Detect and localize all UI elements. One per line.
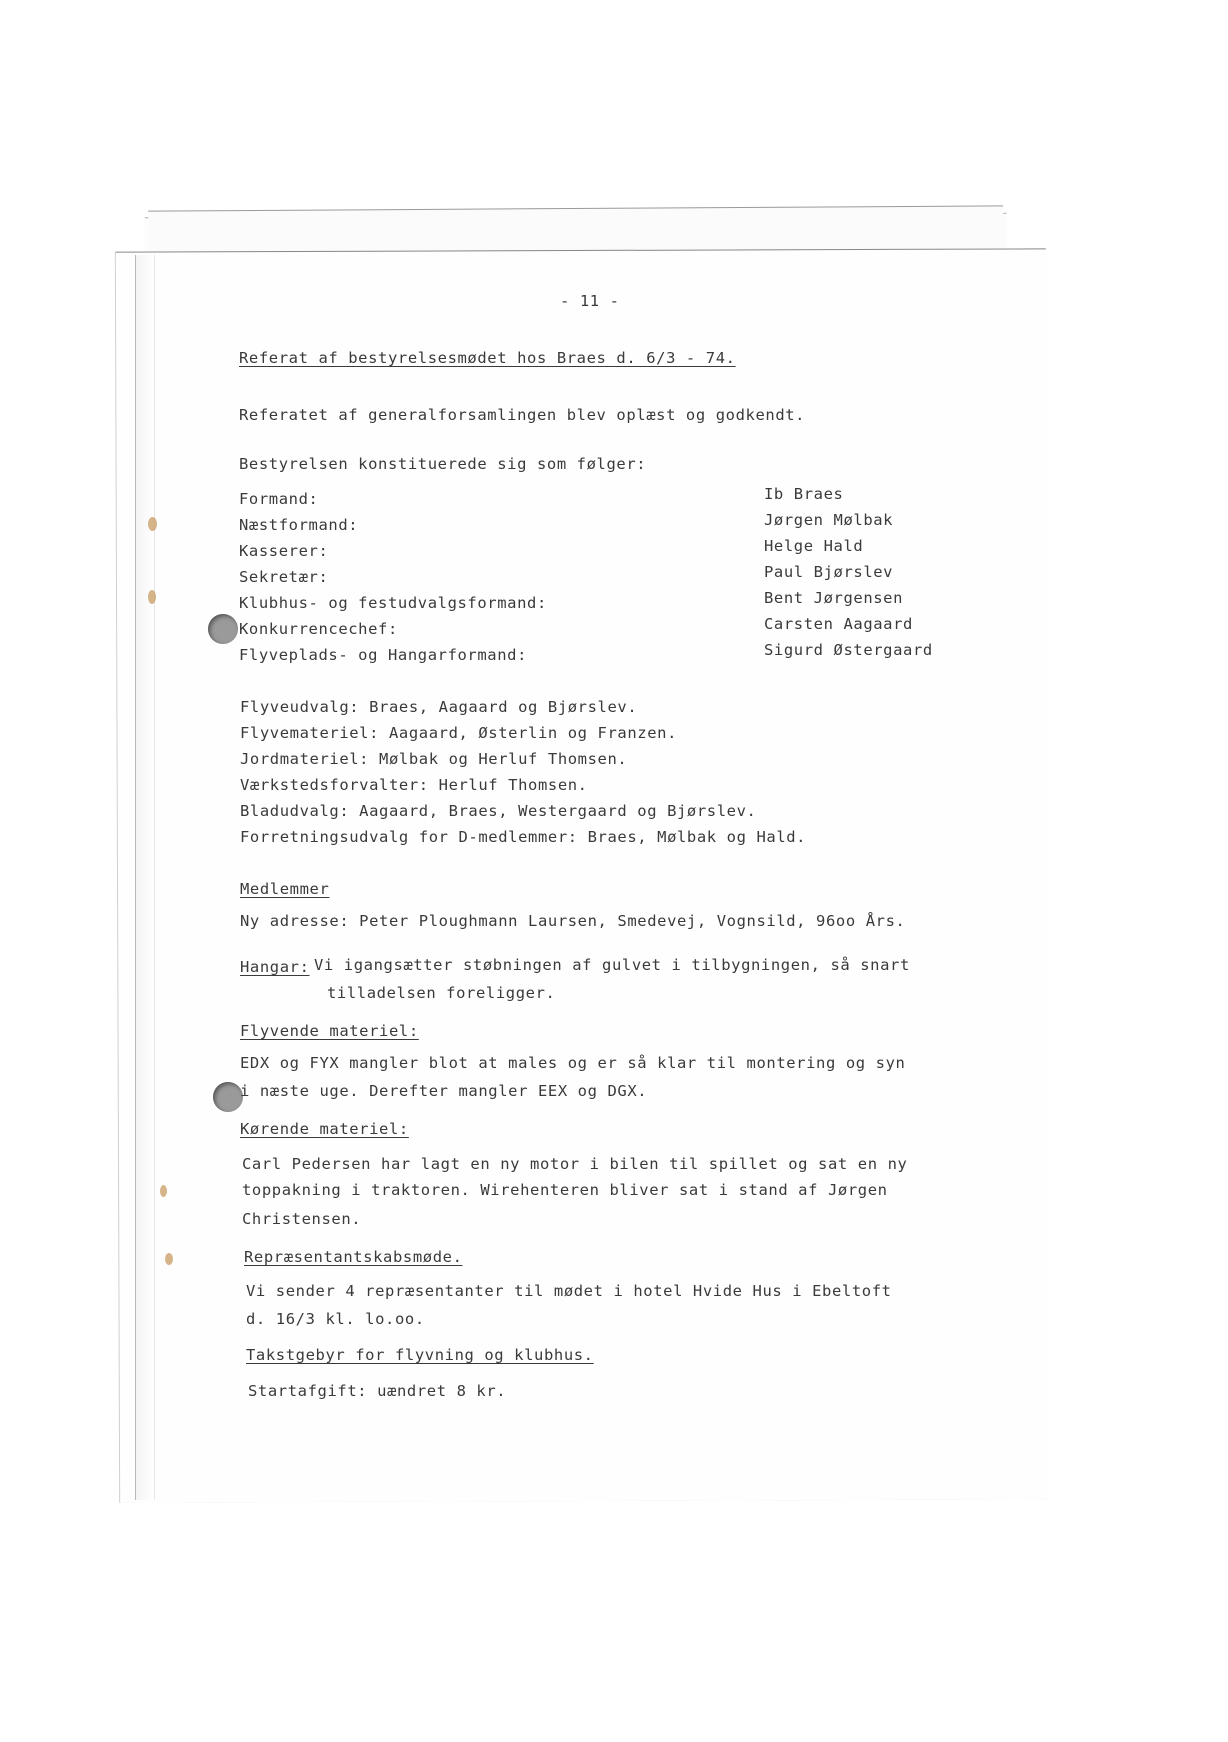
board-member: Paul Bjørslev	[764, 563, 894, 581]
committee-line: Flyvemateriel: Aagaard, Østerlin og Franzen.	[240, 724, 677, 742]
board-member: Ib Braes	[764, 485, 844, 503]
section-text: Startafgift: uændret 8 kr.	[248, 1382, 507, 1400]
section-text: Vi sender 4 repræsentanter til mødet i hotel Hvide Hus i Ebeltoft	[246, 1282, 892, 1300]
board-role: Formand:	[239, 490, 319, 508]
intro-line: Bestyrelsen konstituerede sig som følger:	[239, 455, 647, 473]
board-role: Kasserer:	[239, 542, 329, 560]
board-member: Sigurd Østergaard	[764, 641, 933, 659]
board-role: Næstformand:	[239, 516, 359, 534]
section-heading: Takstgebyr for flyvning og klubhus.	[246, 1346, 594, 1364]
section-heading: Repræsentantskabsmøde.	[244, 1248, 463, 1266]
board-role: Sekretær:	[239, 568, 329, 586]
committee-line: Bladudvalg: Aagaard, Braes, Westergaard og Bjørslev.	[240, 802, 757, 820]
section-text: Vi igangsætter støbningen af gulvet i tilbygningen, så snart	[314, 956, 910, 974]
section-heading: Medlemmer	[240, 880, 330, 898]
section-heading: Hangar:	[240, 958, 310, 976]
section-heading: Kørende materiel:	[240, 1120, 409, 1138]
intro-line: Referatet af generalforsamlingen blev oplæst og godkendt.	[239, 406, 806, 424]
committee-line: Jordmateriel: Mølbak og Herluf Thomsen.	[240, 750, 628, 768]
board-member: Helge Hald	[764, 537, 864, 555]
section-text: toppakning i traktoren. Wirehenteren bliver sat i stand af Jørgen	[242, 1181, 888, 1199]
board-role: Flyveplads- og Hangarformand:	[239, 646, 528, 664]
board-member: Carsten Aagaard	[764, 615, 913, 633]
committee-line: Værkstedsforvalter: Herluf Thomsen.	[240, 776, 588, 794]
section-text: Ny adresse: Peter Ploughmann Laursen, Smedevej, Vognsild, 96oo Års.	[240, 912, 906, 930]
committee-line: Forretningsudvalg for D-medlemmer: Braes, Mølbak og Hald.	[240, 828, 807, 846]
board-role: Klubhus- og festudvalgsformand:	[239, 594, 547, 612]
page-title: Referat af bestyrelsesmødet hos Braes d. 6/3 - 74.	[239, 349, 736, 367]
page-number: - 11 -	[560, 292, 620, 310]
section-text: EDX og FYX mangler blot at males og er så klar til montering og syn	[240, 1054, 906, 1072]
committee-line: Flyveudvalg: Braes, Aagaard og Bjørslev.	[240, 698, 638, 716]
board-member: Jørgen Mølbak	[764, 511, 894, 529]
section-text: Christensen.	[242, 1210, 362, 1228]
section-heading: Flyvende materiel:	[240, 1022, 419, 1040]
board-role: Konkurrencechef:	[239, 620, 398, 638]
section-text: tilladelsen foreligger.	[327, 984, 556, 1002]
section-text: d. 16/3 kl. lo.oo.	[246, 1310, 425, 1328]
board-member: Bent Jørgensen	[764, 589, 904, 607]
section-text: Carl Pedersen har lagt en ny motor i bilen til spillet og sat en ny	[242, 1155, 908, 1173]
section-text: i næste uge. Derefter mangler EEX og DGX.	[240, 1082, 648, 1100]
